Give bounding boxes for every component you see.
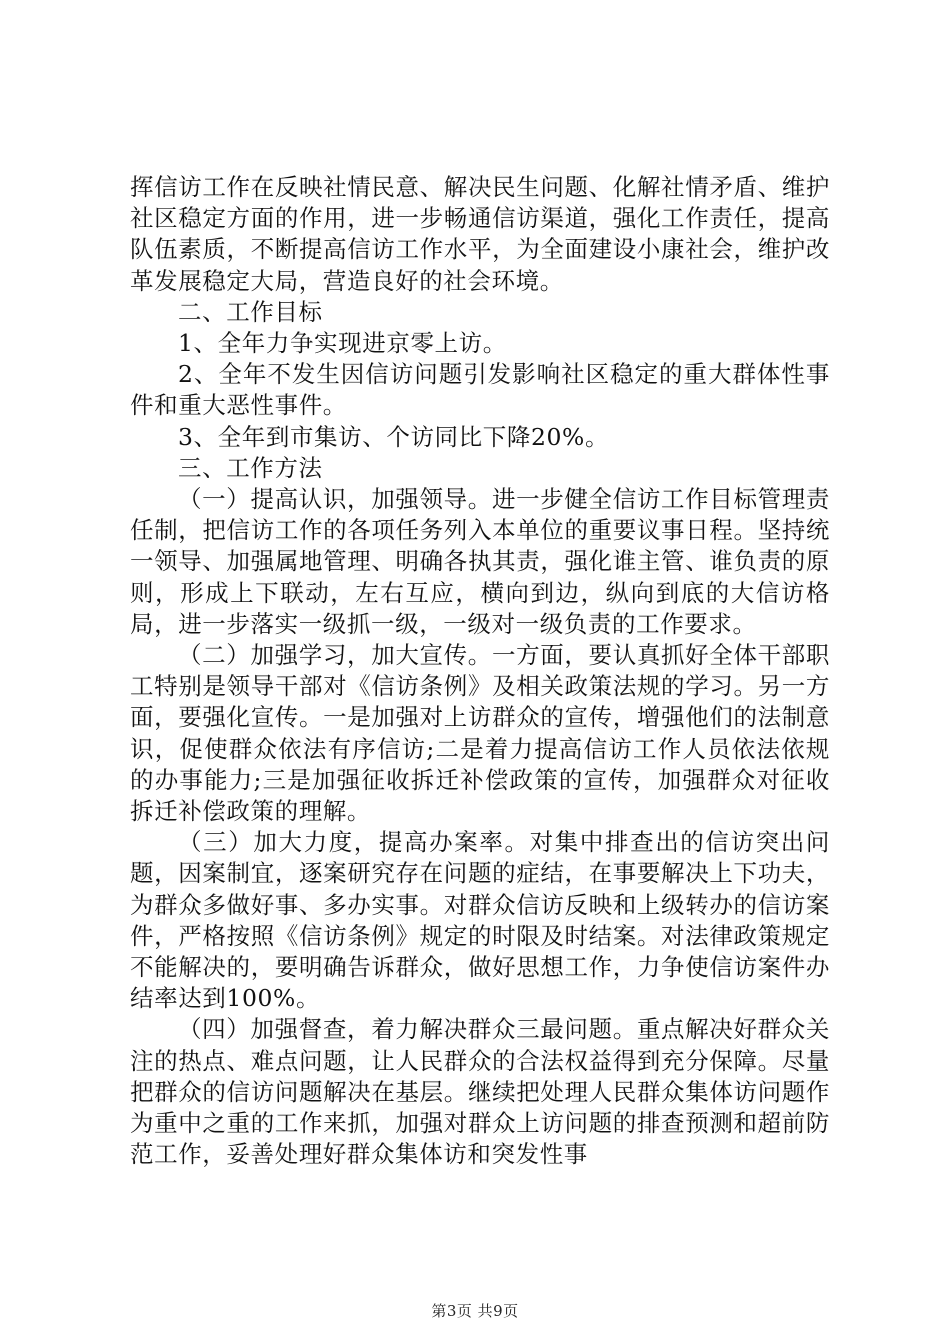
goal-item-3: 3、全年到市集访、个访同比下降20%。 (178, 422, 610, 451)
method-paragraph-4: （四）加强督查，着力解决群众三最问题。重点解决好群众关注的热点、难点问题，让人民群众的合法权益得到充分保障。尽量把群众的信访问题解决在基层。继续把处理人民群众集体访问题作为重中之重的工作来抓，加强对群众上访问题的排查预测和超前防范工作，妥善处理好群众集体访和突发性事 (130, 1015, 830, 1169)
page-number-footer: 第3页 共9页 (431, 1302, 519, 1320)
goal-item-2: 2、全年不发生因信访问题引发影响社区稳定的重大群体性事件和重大恶性事件。 (130, 360, 830, 420)
method-paragraph-2: （二）加强学习，加大宣传。一方面，要认真抓好全体干部职工特别是领导干部对《信访条例》及相关政策法规的学习。另一方面，要强化宣传。一是加强对上访群众的宣传，增强他们的法制意识，促使群众依法有序信访;二是着力提高信访工作人员依法依规的办事能力;三是加强征收拆迁补偿政策的宣传，加强群众对征收拆迁补偿政策的理解。 (130, 641, 830, 826)
heading-work-goals: 二、工作目标 (178, 297, 323, 326)
heading-work-methods: 三、工作方法 (178, 453, 323, 482)
method-paragraph-3: （三）加大力度，提高办案率。对集中排查出的信访突出问题，因案制宜，逐案研究存在问题的症结，在事要解决上下功夫，为群众多做好事、多办实事。对群众信访反映和上级转办的信访案件，严格按照《信访条例》规定的时限及时结案。对法律政策规定不能解决的，要明确告诉群众，做好思想工作，力争使信访案件办结率达到100%。 (130, 828, 830, 1013)
document-body (130, 172, 830, 1171)
method-paragraph-1: （一）提高认识，加强领导。进一步健全信访工作目标管理责任制，把信访工作的各项任务列入本单位的重要议事日程。坚持统一领导、加强属地管理、明确各执其责，强化谁主管、谁负责的原则，形成上下联动，左右互应，横向到边，纵向到底的大信访格局，进一步落实一级抓一级，一级对一级负责的工作要求。 (130, 485, 830, 638)
goal-item-1: 1、全年力争实现进京零上访。 (178, 329, 507, 358)
paragraph-continuation: 挥信访工作在反映社情民意、解决民生问题、化解社情矛盾、维护社区稳定方面的作用，进一步畅通信访渠道，强化工作责任，提高队伍素质，不断提高信访工作水平，为全面建设小康社会，维护改革发展稳定大局，营造良好的社会环境。 (130, 173, 830, 295)
